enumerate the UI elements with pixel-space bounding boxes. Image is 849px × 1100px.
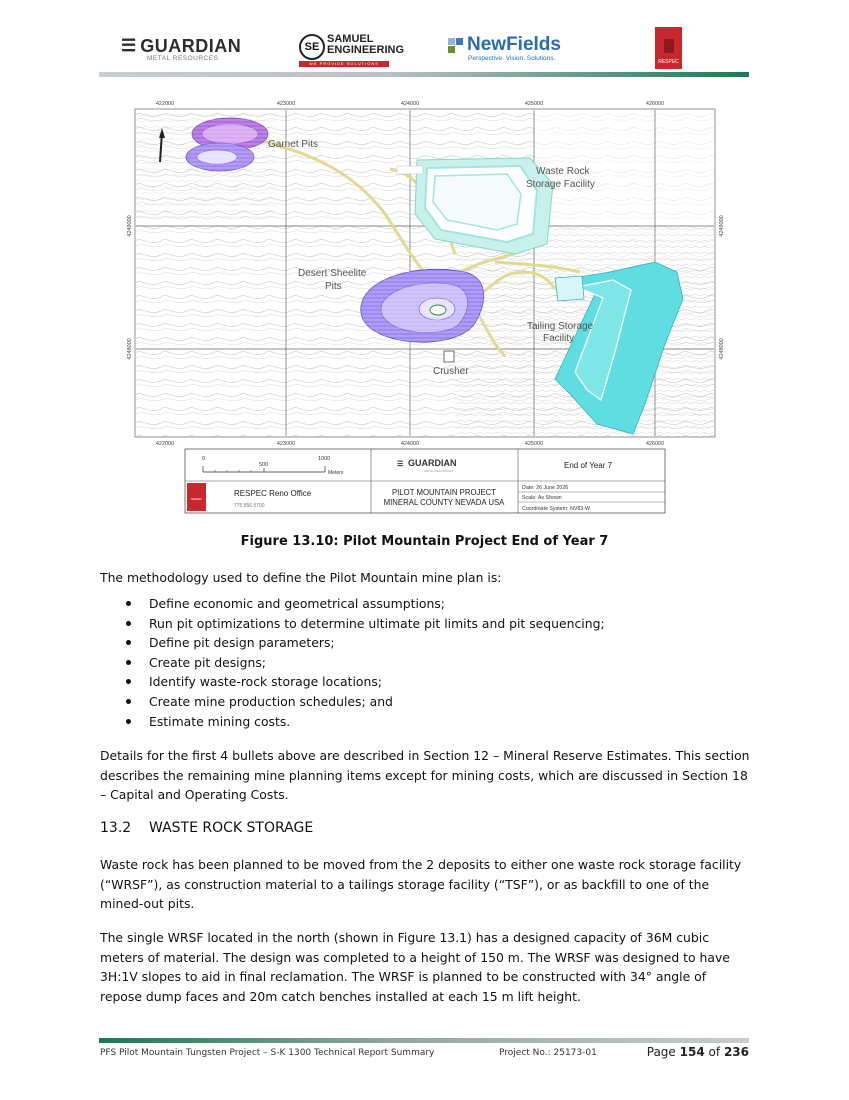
- footer-project-number: Project No.: 25173-01: [499, 1048, 597, 1058]
- desert-sheelite-pit: [360, 269, 490, 349]
- x-tick-top: 426000: [645, 101, 665, 107]
- wrsf-paragraph: The single WRSF located in the north (shown in Figure 13.1) has a designed capacity of 36M cubic meters of material. The design was completed to a height of 150 m. The WRSF was designed to have 3H:1V slopes to aid in final reclamation. The WRSF is planned to be constructed with 34° angle of repose dump faces and 20m catch benches installed at each 15 m lift height.: [100, 930, 730, 1004]
- footer-report-title: PFS Pilot Mountain Tungsten Project – S-K 1300 Technical Report Summary: [100, 1048, 435, 1058]
- x-tick-top: 424000: [400, 101, 420, 107]
- page-header: [99, 30, 749, 74]
- bullet-icon: [126, 699, 131, 704]
- list-item: Define pit design parameters;: [120, 633, 605, 653]
- y-tick-right: 4248000: [719, 338, 725, 360]
- title-block-bars-icon: ☰: [397, 461, 404, 468]
- title-block-project-line2: MINERAL COUNTY NEVADA USA: [383, 498, 505, 507]
- respec-logo-text: RESPEC: [658, 59, 679, 65]
- bullet-icon: [126, 679, 131, 684]
- bullet-icon: [126, 640, 131, 645]
- x-tick-bottom: 426000: [645, 441, 665, 447]
- newfields-tagline: Perspective. Vision. Solutions.: [468, 55, 556, 62]
- intro-paragraph: The methodology used to define the Pilot Mountain mine plan is:: [100, 570, 502, 585]
- mine-plan-figure: [127, 94, 725, 516]
- respec-logo: [655, 27, 682, 69]
- title-block-guardian: GUARDIAN: [408, 458, 457, 468]
- tailing-storage-label-line2: Facility: [543, 333, 575, 344]
- footer-rule: [99, 1038, 749, 1043]
- list-item: Create mine production schedules; and: [120, 692, 605, 712]
- details-paragraph: Details for the first 4 bullets above are described in Section 12 – Mineral Reserve Estimates. This section describes the remaining mine planning items except for mining costs, which are discussed in Section 18 – Capital and Operating Costs.: [100, 748, 750, 802]
- figure-caption: Figure 13.10: Pilot Mountain Project End of Year 7: [240, 534, 609, 549]
- desert-sheelite-label-line1: Desert Sheelite: [298, 268, 367, 279]
- title-block-office: RESPEC Reno Office: [234, 489, 312, 498]
- section-number: 13.2: [100, 820, 132, 836]
- garnet-pits-label: Garnet Pits: [268, 139, 319, 150]
- methodology-list: [120, 594, 605, 731]
- scale-unit: Meters: [328, 470, 344, 476]
- guardian-logo-subtitle: METAL RESOURCES: [147, 55, 219, 62]
- title-block-respec-logo: [187, 483, 206, 511]
- list-item: Estimate mining costs.: [120, 712, 605, 732]
- list-item: Define economic and geometrical assumptions;: [120, 594, 605, 614]
- scale-label-1000: 1000: [318, 456, 331, 462]
- bullet-icon: [126, 621, 131, 626]
- title-block-guardian-sub: METAL RESOURCES: [424, 469, 454, 473]
- scale-label-500: 500: [259, 462, 269, 468]
- title-block-scale: Scale: As Shown: [522, 495, 562, 501]
- x-tick-top: 422000: [155, 101, 175, 107]
- section-title: WASTE ROCK STORAGE: [149, 820, 314, 836]
- scale-label-0: 0: [202, 456, 206, 462]
- desert-sheelite-label-line2: Pits: [325, 281, 342, 292]
- bullet-icon: [126, 660, 131, 665]
- x-tick-bottom: 424000: [400, 441, 420, 447]
- samuel-monogram-icon: SE: [299, 34, 325, 60]
- site-map: [127, 94, 725, 516]
- x-tick-top: 423000: [276, 101, 296, 107]
- waste-rock-label-line1: Waste Rock: [536, 166, 590, 177]
- y-tick-left: 4249000: [127, 215, 133, 237]
- crusher-box: [444, 351, 454, 362]
- header-rule: [99, 72, 749, 77]
- tailing-storage-label-line1: Tailing Storage: [527, 321, 594, 332]
- title-block-coordinate-system: Coordinate System: NV83-W: [522, 506, 591, 512]
- title-block: [185, 449, 665, 513]
- x-tick-bottom: 425000: [524, 441, 544, 447]
- title-block-respec-text: RESPEC: [191, 498, 202, 501]
- waste-rock-paragraph: Waste rock has been planned to be moved from the 2 deposits to either one waste rock storage facility (“WRSF”), as construction material to a tailings storage facility (“TSF”), or as backfill to one of the mined-out pits.: [100, 857, 742, 911]
- list-item: Run pit optimizations to determine ultimate pit limits and pit sequencing;: [120, 614, 605, 634]
- bullet-icon: [126, 719, 131, 724]
- page-footer: [99, 1046, 749, 1064]
- title-block-date: Date: 26 June 2026: [522, 485, 569, 491]
- section-heading: [100, 820, 313, 836]
- samuel-logo-line1: SAMUEL: [327, 33, 374, 45]
- crusher-label: Crusher: [433, 366, 469, 377]
- title-block-phone: 775.856.5700: [234, 503, 265, 509]
- garnet-pits: [186, 118, 280, 174]
- y-tick-right: 4249000: [719, 215, 725, 237]
- title-block-period: End of Year 7: [564, 461, 613, 470]
- title-block-project-line1: PILOT MOUNTAIN PROJECT: [391, 488, 497, 497]
- y-tick-left: 4248000: [127, 338, 133, 360]
- list-item: Identify waste-rock storage locations;: [120, 672, 605, 692]
- respec-mark-icon: [664, 39, 674, 53]
- waste-rock-label-line2: Storage Facility: [526, 179, 595, 190]
- newfields-squares-icon: [448, 38, 463, 53]
- x-tick-bottom: 422000: [155, 441, 175, 447]
- list-item: Create pit designs;: [120, 653, 605, 673]
- samuel-tagline-bar: WE PROVIDE SOLUTIONS: [299, 61, 389, 67]
- samuel-logo-line2: ENGINEERING: [327, 44, 405, 56]
- x-tick-bottom: 423000: [276, 441, 296, 447]
- newfields-logo-text: NewFields: [467, 34, 561, 55]
- x-tick-top: 425000: [524, 101, 544, 107]
- guardian-logo-text: GUARDIAN: [140, 36, 242, 56]
- guardian-logo: [121, 36, 242, 62]
- bullet-icon: [126, 601, 131, 606]
- samuel-engineering-logo: [299, 33, 405, 66]
- guardian-bars-icon: ☰: [121, 36, 137, 55]
- newfields-logo: [448, 34, 561, 62]
- page-number: Page 154 of 236: [646, 1045, 749, 1059]
